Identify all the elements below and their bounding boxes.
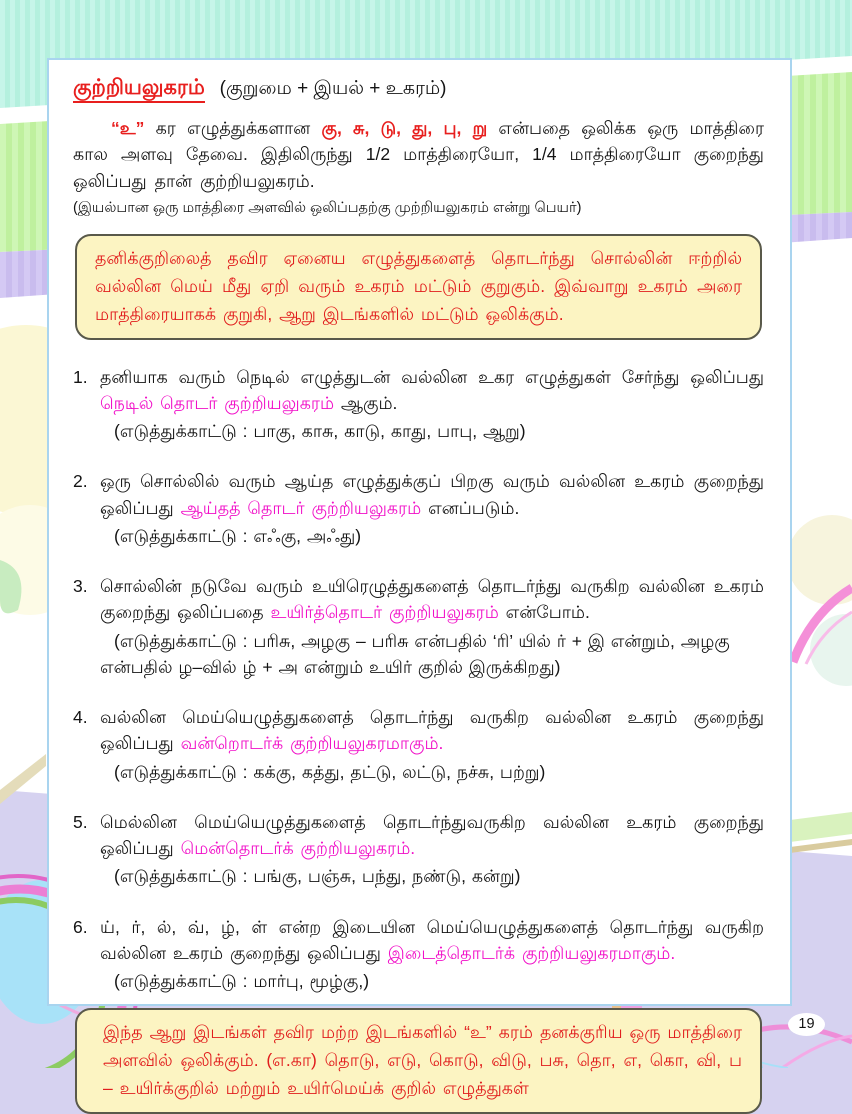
list-item [73, 364, 764, 445]
item-text: சொல்லின் நடுவே வரும் உயிரெழுத்துகளைத் தொடர்ந்து வருகிற வல்லின உகரம் குறைந்து ஒலிப்பதை [100, 576, 764, 623]
item-number: 3. [73, 576, 88, 597]
list-item [73, 809, 764, 890]
list-item [73, 914, 764, 995]
page-title: குற்றியலுகரம் [73, 76, 205, 103]
item-body [100, 809, 764, 890]
item-text: வல்லின மெய்யெழுத்துகளைத் தொடர்ந்து வருகிற வல்லின உகரம் குறைந்து ஒலிப்பது [100, 707, 764, 754]
item-example: (எடுத்துக்காட்டு : பங்கு, பஞ்சு, பந்து, நண்டு, கன்று) [114, 866, 521, 887]
item-text-after: ஆகும். [334, 392, 398, 413]
item-text-after: என்போம். [498, 602, 590, 623]
intro-rest-text: என்பதை ஒலிக்க ஒரு மாத்திரை கால அளவு தேவை. இதிலிருந்து 1/2 மாத்திரையோ, 1/4 மாத்திரையோ குறைந்து ஒலிப்பது தான் குற்றியலுகரம். [73, 118, 765, 191]
title-formula: (குறுமை + இயல் + உகரம்) [219, 78, 447, 99]
list-item [73, 468, 764, 549]
highlight-box-bottom: இந்த ஆறு இடங்கள் தவிர மற்ற இடங்களில் “உ” கரம் தனக்குரிய ஒரு மாத்திரை அளவில் ஒலிக்கும். (எ.கா) தொடு, எடு, கொடு, விடு, பசு, தொ, எ, கொ, வி, ப – உயிர்க்குறில் மற்றும் உயிர்மெய்க் குறில் எழுத்துகள் [75, 1008, 762, 1114]
intro-u-letter: “உ” [111, 118, 145, 138]
rules-list [73, 364, 764, 995]
item-example: (எடுத்துக்காட்டு : பரிசு, அழகு – பரிசு என்பதில் ‘ரி’ யில் ர் + இ என்றும், அழகு என்பதில் ழ–வில் ழ் + அ என்றும் உயிர் குறில் இருக்கிறது) [100, 630, 730, 677]
item-body [100, 573, 764, 680]
item-highlight: ஆய்தத் தொடர் குற்றியலுகரம் [180, 497, 422, 518]
intro-red-letters: கு, சு, டு, து, பு, று [321, 118, 488, 138]
item-highlight: உயிர்த்தொடர் குற்றியலுகரம் [270, 602, 499, 623]
item-example: (எடுத்துக்காட்டு : பாகு, காசு, காடு, காது, பாபு, ஆறு) [114, 421, 526, 442]
item-body [100, 914, 764, 995]
item-highlight: நெடில் தொடர் குற்றியலுகரம் [100, 392, 335, 413]
item-text: தனியாக வரும் நெடில் எழுத்துடன் வல்லின உகர எழுத்துகள் சேர்ந்து ஒலிப்பது [100, 366, 764, 387]
intro-note: (இயல்பான ஒரு மாத்திரை அளவில் ஒலிப்பதற்கு முற்றியலுகரம் என்று பெயர்) [73, 199, 582, 216]
item-number: 5. [73, 811, 88, 832]
item-highlight: மென்தொடர்க் குற்றியலுகரம். [180, 838, 416, 859]
item-number: 4. [73, 707, 88, 728]
highlight-box-top: தனிக்குறிலைத் தவிர ஏனைய எழுத்துகளைத் தொடர்ந்து சொல்லின் ஈற்றில் வல்லின மெய் மீது ஏறி வரும் உகரம் மட்டும் குறுகும். இவ்வாறு உகரம் அரை மாத்திரையாகக் குறுகி, ஆறு இடங்களில் மட்டும் ஒலிக்கும். [75, 234, 762, 340]
item-example: (எடுத்துக்காட்டு : மார்பு, மூழ்கு,) [114, 971, 370, 992]
content-card [47, 58, 792, 1099]
intro-paragraph [73, 115, 764, 194]
item-text-after: எனப்படும். [421, 497, 520, 518]
list-item [73, 573, 764, 680]
item-text: மெல்லின மெய்யெழுத்துகளைத் தொடர்ந்துவருகிற வல்லின உகரம் குறைந்து ஒலிப்பது [100, 811, 764, 859]
page-number-badge: 19 [788, 1013, 825, 1036]
page-title-line [73, 76, 764, 102]
item-text: ய், ர், ல், வ், ழ், ள் என்ற இடையின மெய்யெழுத்துகளைத் தொடர்ந்து வருகிற வல்லின உகரம் குறைந்து ஒலிப்பது [100, 916, 764, 963]
item-body [100, 704, 764, 785]
item-text: ஒரு சொல்லில் வரும் ஆய்த எழுத்துக்குப் பிறகு வரும் வல்லின உகரம் குறைந்து ஒலிப்பது [100, 471, 764, 518]
item-number: 1. [73, 366, 88, 387]
item-highlight: இடைத்தொடர்க் குற்றியலுகரமாகும். [387, 942, 676, 963]
item-highlight: வன்றொடர்க் குற்றியலுகரமாகும். [180, 733, 444, 754]
item-body [100, 468, 764, 549]
intro-mid-text: கர எழுத்துக்களான [144, 118, 322, 138]
item-number: 6. [73, 916, 88, 937]
list-item [73, 704, 764, 785]
item-example: (எடுத்துக்காட்டு : எஃகு, அஃது) [114, 525, 362, 546]
item-body [100, 364, 764, 445]
item-example: (எடுத்துக்காட்டு : கக்கு, கத்து, தட்டு, லட்டு, நச்சு, பற்று) [114, 761, 546, 782]
item-number: 2. [73, 471, 88, 492]
